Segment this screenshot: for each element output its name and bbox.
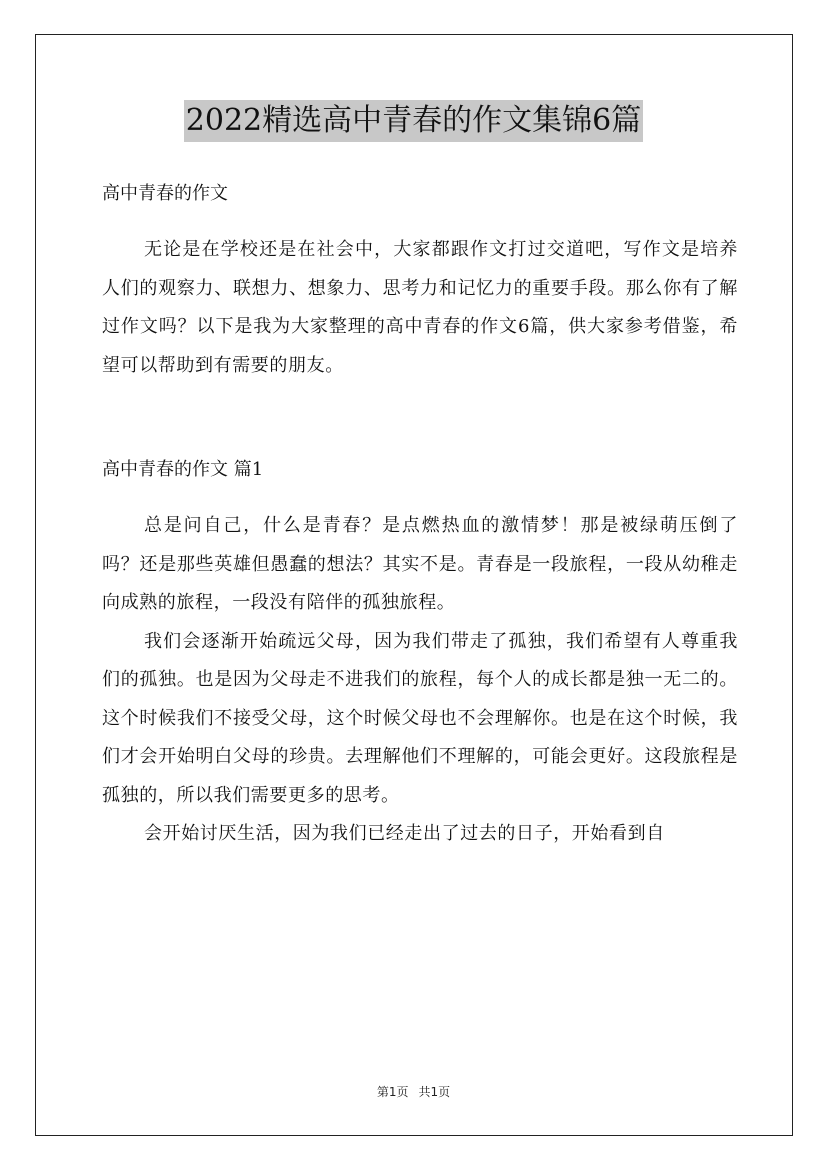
page-total: 共1页 — [418, 1085, 451, 1099]
document-title — [0, 100, 827, 142]
section-1-paragraph-2: 我们会逐渐开始疏远父母，因为我们带走了孤独，我们希望有人尊重我们的孤独。也是因为父母走不进我们的旅程，每个人的成长都是独一无二的。这个时候我们不接受父母，这个时候父母也不会理解你。也是在这个时候，我们才会开始明白父母的珍贵。去理解他们不理解的，可能会更好。这段旅程是孤独的，所以我们需要更多的思考。 — [102, 630, 738, 806]
intro-heading: 高中青春的作文 — [102, 183, 228, 204]
section-1-paragraph-3: 会开始讨厌生活，因为我们已经走出了过去的日子，开始看到自 — [144, 823, 665, 844]
section-1-heading: 高中青春的作文 篇1 — [102, 459, 264, 480]
intro-paragraph: 无论是在学校还是在社会中，大家都跟作文打过交道吧，写作文是培养人们的观察力、联想力、想象力、思考力和记忆力的重要手段。那么你有了解过作文吗？以下是我为大家整理的高中青春的作文6篇，供大家参考借鉴，希望可以帮助到有需要的朋友。 — [102, 239, 738, 376]
section-1-paragraph-1: 总是问自己，什么是青春？是点燃热血的激情梦！那是被绿萌压倒了吗？还是那些英雄但愚蠢的想法？其实不是。青春是一段旅程，一段从幼稚走向成熟的旅程，一段没有陪伴的孤独旅程。 — [102, 515, 738, 613]
page-footer — [0, 1083, 827, 1100]
document-title-text: 2022精选高中青春的作文集锦6篇 — [184, 100, 643, 142]
page-number: 第1页 — [376, 1085, 409, 1099]
document-body — [102, 175, 738, 854]
